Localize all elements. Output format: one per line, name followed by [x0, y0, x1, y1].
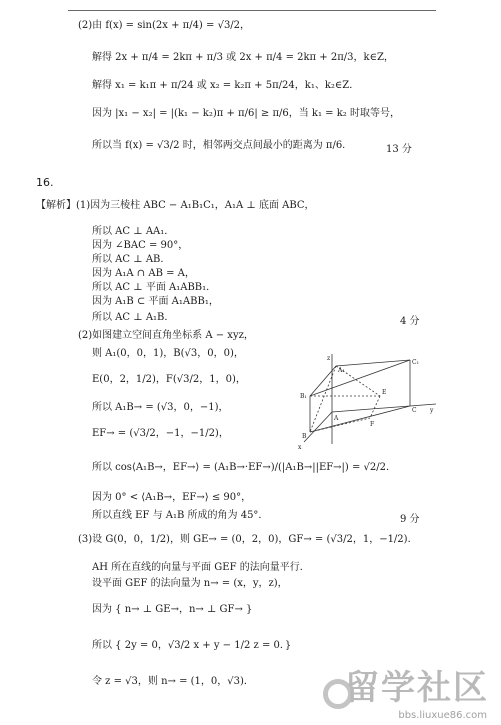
fig-label: A₁	[338, 367, 345, 374]
question-number: 16.	[36, 176, 54, 189]
q16-line-5: 因为 A₁A ∩ AB = A，	[92, 268, 195, 279]
q16-part3-line-4: 因为 { n→ ⊥ GE→，n→ ⊥ GF→ }	[92, 604, 253, 615]
q16-part2-line-8: 所以直线 EF 与 A₁B 所成的角为 45°．	[92, 510, 269, 521]
q16-part3-line-5: 所以 { 2y = 0，√3/2 x + y − 1/2 z = 0．}	[92, 640, 292, 651]
part2-line-2: 解得 2x + π/4 = 2kπ + π/3 或 2x + π/4 = 2kπ + 2π/3，k∈Z，	[92, 52, 394, 63]
fig-label: y	[430, 407, 434, 414]
q16-line-3: 因为 ∠BAC = 90°，	[92, 240, 189, 251]
q16-part2-line-5: EF→ = (√3/2，−1，−1/2)，	[92, 428, 229, 439]
edge-a1-c1	[336, 360, 410, 366]
q16-line-6: 所以 AC ⊥ 平面 A₁ABB₁．	[92, 282, 217, 293]
q16-part3-line-3: 设平面 GEF 的法向量为 n→ = (x，y，z)，	[92, 578, 288, 589]
fig-label: B₁	[300, 393, 307, 400]
q16-line-2: 所以 AC ⊥ AA₁．	[92, 226, 175, 237]
part2-line-5: 所以当 f(x) = √3/2 时，相邻两交点间最小的距离为 π/6．	[92, 140, 353, 151]
q16-part2-line-3: E(0，2，1/2)，F(√3/2，1，0)，	[92, 374, 246, 385]
fig-label: A	[334, 415, 339, 422]
fig-label: x	[298, 444, 302, 451]
fig-label: E	[382, 389, 387, 396]
q16-line-8: 所以 AC ⊥ A₁B．	[92, 312, 175, 323]
q16-line-4: 所以 AC ⊥ AB．	[92, 254, 171, 265]
q16-part3-line-6: 令 z = √3，则 n→ = (1，0，√3)．	[92, 676, 254, 687]
header-rule	[68, 10, 436, 11]
q16-line-7: 因为 A₁B ⊂ 平面 A₁ABB₁，	[92, 296, 219, 307]
q16-part2-line-6: 所以 cos⟨A₁B→，EF→⟩ = (A₁B→·EF→)/(|A₁B→||EF→|) = √2/2．	[92, 462, 397, 473]
fig-label: z	[327, 355, 331, 362]
q16-part2-line-4: 所以 A₁B→ = (√3，0，−1)，	[92, 402, 229, 413]
edge-b1-c1	[310, 360, 410, 396]
fig-label: B	[302, 433, 307, 440]
part2-score: 13 分	[386, 144, 412, 155]
fig-label: F	[370, 421, 375, 428]
part2-line-1: (2)由 f(x) = sin(2x + π/4) = √3/2，	[78, 20, 251, 31]
watermark-url: bbs.liuxue86.com	[398, 710, 487, 721]
edge-b-f	[310, 418, 370, 432]
q16-part3-line-2: AH 所在直线的向量与平面 GEF 的法向量平行．	[92, 562, 310, 573]
fig-label: C	[412, 407, 417, 414]
q16-score-1: 4 分	[400, 316, 420, 327]
y-axis	[332, 404, 436, 412]
q16-line-1: 【解析】(1)因为三棱柱 ABC − A₁B₁C₁，A₁A ⊥ 底面 ABC，	[36, 200, 315, 211]
q16-part2-line-7: 因为 0° < ⟨A₁B→，EF→⟩ ≤ 90°，	[92, 492, 252, 503]
fig-label: C₁	[412, 359, 419, 366]
prism-coordinate-figure	[290, 352, 440, 452]
watermark-logo: 留学社区	[345, 668, 489, 708]
q16-score-2: 9 分	[400, 514, 420, 525]
part2-line-3: 解得 x₁ = k₁π + π/24 或 x₂ = k₂π + 5π/24，k₁、k₂∈Z．	[92, 80, 360, 91]
q16-part2-line-1: (2)如图建立空间直角坐标系 A − xyz，	[78, 330, 254, 341]
q16-part3-line-1: (3)设 G(0，0，1/2)，则 GE→ = (0，2，0)，GF→ = (√3/2，1，−1/2)．	[78, 534, 418, 545]
part2-line-4: 因为 |x₁ − x₂| = |(k₁ − k₂)π + π/6| ≥ π/6，当 k₁ = k₂ 时取等号，	[92, 108, 400, 119]
q16-part2-line-2: 则 A₁(0，0，1)，B(√3，0，0)，	[92, 348, 244, 359]
